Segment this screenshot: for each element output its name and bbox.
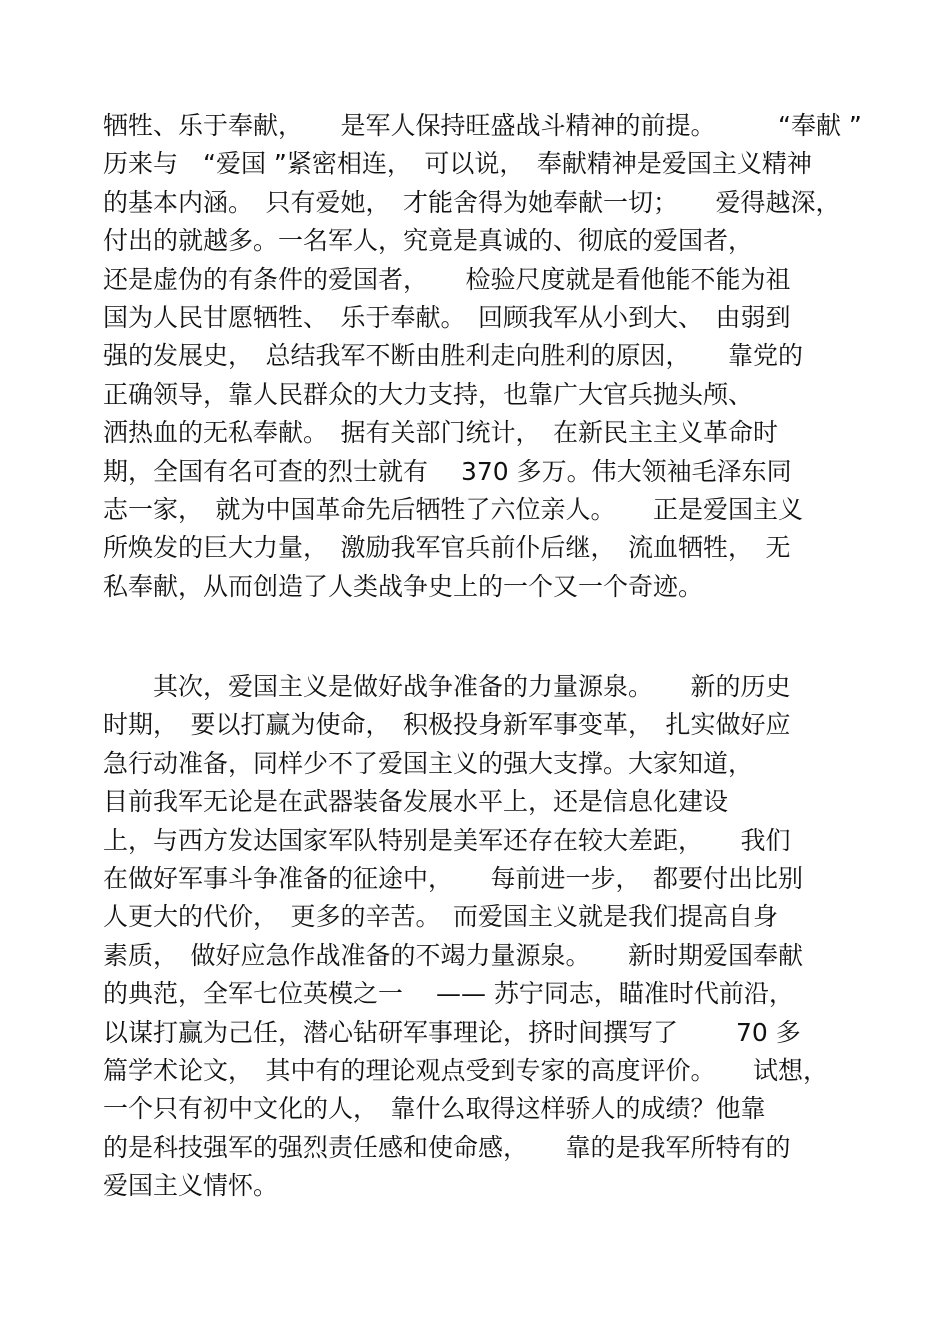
text-line: 急行动准备，同样少不了爱国主义的强大支撑。大家知道， xyxy=(103,748,754,778)
text-line: 爱国主义情怀。 xyxy=(103,1171,279,1201)
text-line: 还是虚伪的有条件的爱国者， 检验尺度就是看他能不能为祖 xyxy=(103,264,791,294)
text-line: 人更大的代价， 更多的辛苦。 而爱国主义就是我们提高自身 xyxy=(103,902,779,932)
text-line: 正确领导，靠人民群众的大力支持，也靠广大官兵抛头颅、 xyxy=(103,379,754,409)
text-line: 时期， 要以打赢为使命， 积极投身新军事变革， 扎实做好应 xyxy=(103,710,791,740)
text-line: 牺牲、乐于奉献， 是军人保持旺盛战斗精神的前提。 “奉献 ” xyxy=(103,111,862,140)
text-line: 篇学术论文， 其中有的理论观点受到专家的高度评价。 试想， xyxy=(103,1055,829,1085)
text-line: 期，全国有名可查的烈士就有 370 多万。伟大领袖毛泽东同 xyxy=(103,456,792,486)
text-line: 其次，爱国主义是做好战争准备的力量源泉。 新的历史 xyxy=(103,672,791,701)
text-line: 强的发展史， 总结我军不断由胜利走向胜利的原因， 靠党的 xyxy=(103,341,804,371)
text-line: 上，与西方发达国家军队特别是美军还存在较大差距， 我们 xyxy=(103,825,791,855)
text-line: 所焕发的巨大力量， 激励我军官兵前仆后继， 流血牺牲， 无 xyxy=(103,533,791,563)
text-line: 付出的就越多。一名军人，究竟是真诚的、彻底的爱国者， xyxy=(103,226,754,256)
text-line: 目前我军无论是在武器装备发展水平上，还是信息化建设 xyxy=(103,787,729,817)
text-line: 私奉献，从而创造了人类战争史上的一个又一个奇迹。 xyxy=(103,571,704,601)
text-line: 历来与 “爱国 ”紧密相连， 可以说， 奉献精神是爱国主义精神 xyxy=(103,149,812,179)
text-line: 以谋打赢为己任，潜心钻研军事理论，挤时间撰写了 70 多 xyxy=(103,1017,801,1047)
paragraph-1 xyxy=(103,107,863,606)
text-line: 的典范，全军七位英模之一 —— 苏宁同志，瞄准时代前沿， xyxy=(103,979,794,1009)
text-line: 的是科技强军的强烈责任感和使命感， 靠的是我军所特有的 xyxy=(103,1132,791,1162)
text-line: 志一家， 就为中国革命先后牺牲了六位亲人。 正是爱国主义 xyxy=(103,494,804,524)
text-line: 一个只有初中文化的人， 靠什么取得这样骄人的成绩？他靠 xyxy=(103,1094,766,1124)
text-line: 的基本内涵。 只有爱她， 才能舍得为她奉献一切； 爱得越深， xyxy=(103,187,841,217)
text-line: 在做好军事斗争准备的征途中， 每前进一步， 都要付出比别 xyxy=(103,863,804,893)
paragraph-2 xyxy=(103,668,863,1205)
text-line: 素质， 做好应急作战准备的不竭力量源泉。 新时期爱国奉献 xyxy=(103,940,804,970)
text-line: 国为人民甘愿牺牲、 乐于奉献。 回顾我军从小到大、 由弱到 xyxy=(103,302,791,332)
text-line: 洒热血的无私奉献。 据有关部门统计， 在新民主主义革命时 xyxy=(103,418,779,448)
